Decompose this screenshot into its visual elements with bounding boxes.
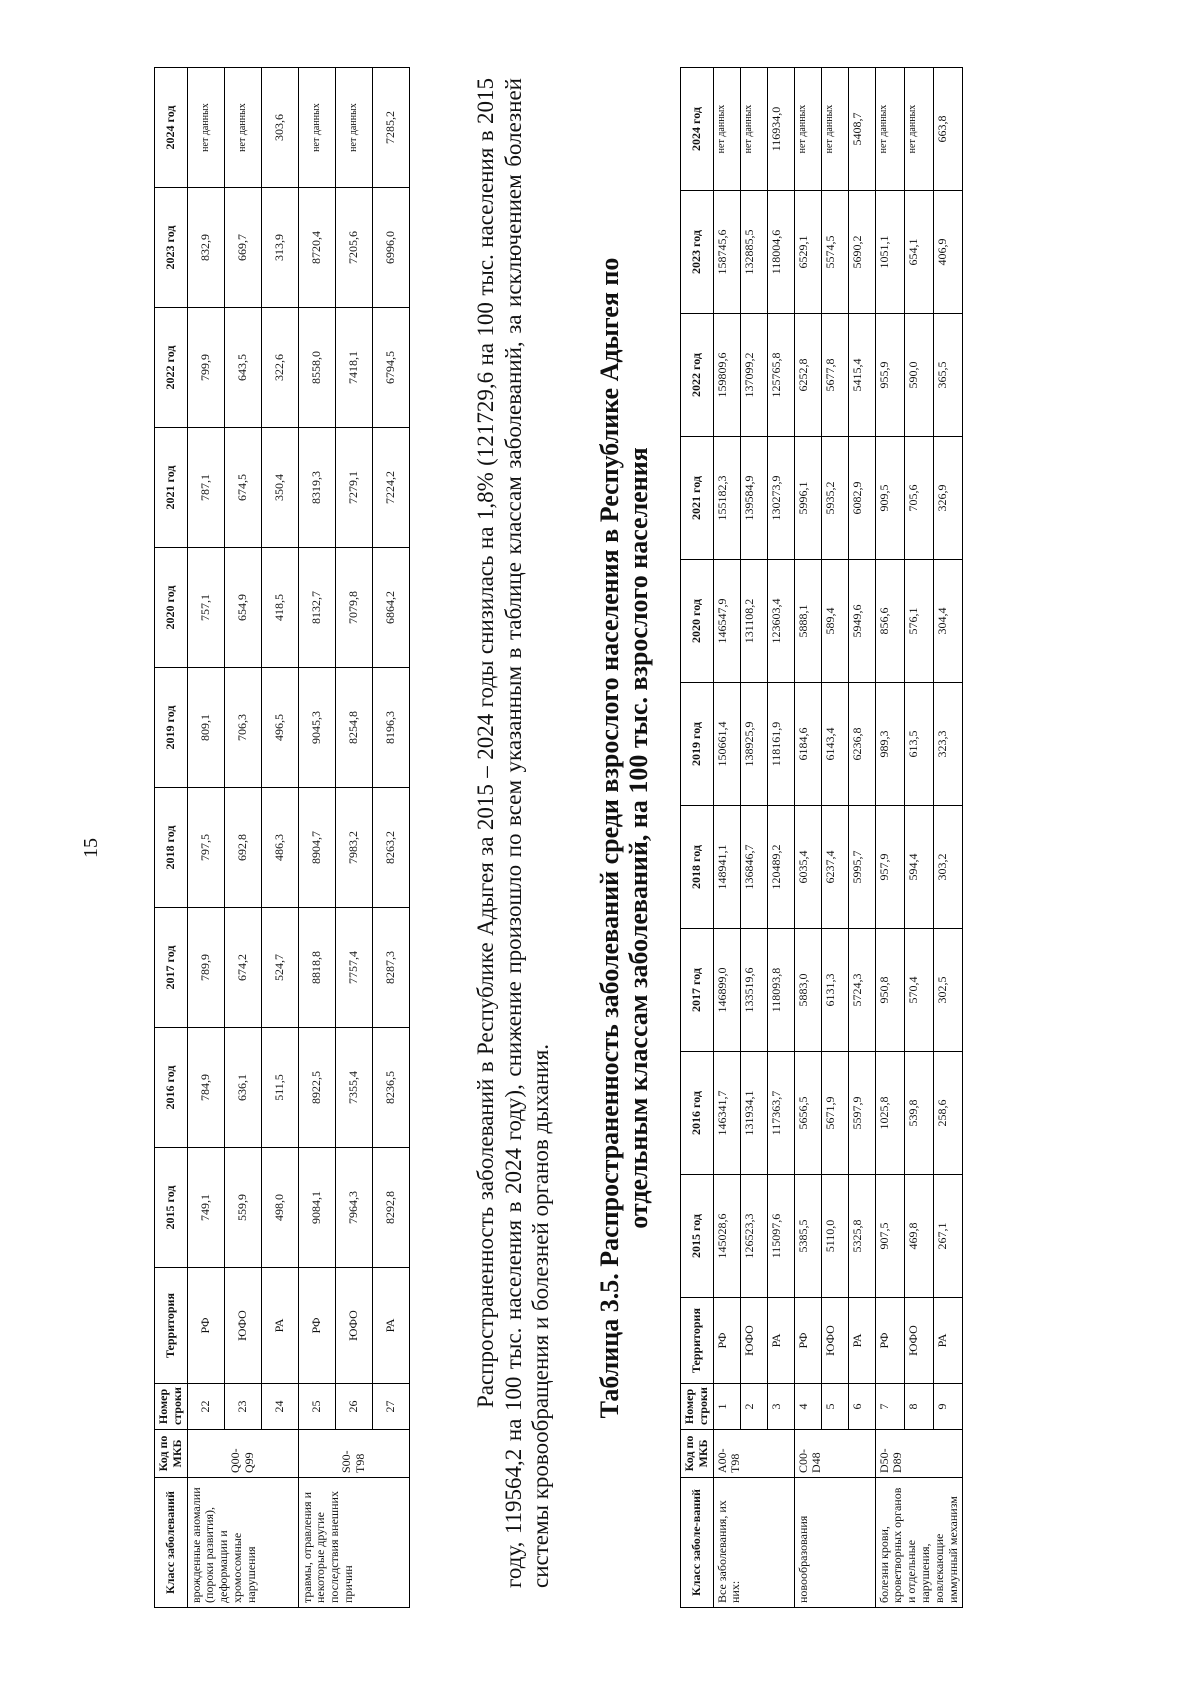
value-cell: 590,0 xyxy=(904,314,933,437)
value-cell: 7205,6 xyxy=(335,188,372,308)
icd-code-cell: S00-T98 xyxy=(298,1430,409,1478)
value-cell: 654,1 xyxy=(904,191,933,314)
table-bottom xyxy=(680,67,963,1608)
value-cell: 8922,5 xyxy=(298,1028,335,1148)
value-cell: 267,1 xyxy=(934,1175,963,1298)
column-header: 2021 год xyxy=(155,428,188,548)
value-cell: 5949,6 xyxy=(848,560,875,683)
column-header: 2024 год xyxy=(155,68,188,188)
value-cell: 258,6 xyxy=(934,1052,963,1175)
value-cell: 8319,3 xyxy=(298,428,335,548)
row-number-cell: 4 xyxy=(794,1384,821,1430)
value-cell: 132885,5 xyxy=(740,191,767,314)
icd-code-cell: C00-D48 xyxy=(794,1430,875,1478)
value-cell: 138925,9 xyxy=(740,683,767,806)
column-header: Территория xyxy=(681,1298,714,1384)
value-cell: 5935,2 xyxy=(821,437,848,560)
territory-cell: ЮФО xyxy=(821,1298,848,1384)
column-header: Класс заболе-ваний xyxy=(681,1478,714,1608)
value-cell: 955,9 xyxy=(875,314,904,437)
value-cell: 125765,8 xyxy=(767,314,794,437)
value-cell: 5996,1 xyxy=(794,437,821,560)
value-cell: 789,9 xyxy=(187,908,224,1028)
value-cell: 148941,1 xyxy=(713,806,740,929)
value-cell: 150661,4 xyxy=(713,683,740,806)
territory-cell: РФ xyxy=(298,1268,335,1384)
value-cell: 5574,5 xyxy=(821,191,848,314)
row-number-cell: 27 xyxy=(372,1384,409,1430)
table-row xyxy=(187,68,224,1608)
value-cell: нет данных xyxy=(335,68,372,188)
value-cell: 158745,6 xyxy=(713,191,740,314)
territory-cell: РА xyxy=(767,1298,794,1384)
value-cell: 155182,3 xyxy=(713,437,740,560)
row-number-cell: 7 xyxy=(875,1384,904,1430)
table-top xyxy=(154,67,410,1608)
row-number-cell: 23 xyxy=(224,1384,261,1430)
value-cell: 146899,0 xyxy=(713,929,740,1052)
value-cell: 131934,1 xyxy=(740,1052,767,1175)
value-cell: 5408,7 xyxy=(848,68,875,191)
value-cell: 757,1 xyxy=(187,548,224,668)
table-row xyxy=(335,68,372,1608)
value-cell: 6252,8 xyxy=(794,314,821,437)
row-number-cell: 24 xyxy=(261,1384,298,1430)
value-cell: 643,5 xyxy=(224,308,261,428)
value-cell: 5995,7 xyxy=(848,806,875,929)
value-cell: 5671,9 xyxy=(821,1052,848,1175)
value-cell: 5110,0 xyxy=(821,1175,848,1298)
value-cell: 989,3 xyxy=(875,683,904,806)
value-cell: 6529,1 xyxy=(794,191,821,314)
value-cell: 469,8 xyxy=(904,1175,933,1298)
value-cell: нет данных xyxy=(821,68,848,191)
value-cell: 126523,3 xyxy=(740,1175,767,1298)
territory-cell: РФ xyxy=(187,1268,224,1384)
value-cell: 304,4 xyxy=(934,560,963,683)
value-cell: 146341,7 xyxy=(713,1052,740,1175)
value-cell: 8196,3 xyxy=(372,668,409,788)
value-cell: 787,1 xyxy=(187,428,224,548)
value-cell: 524,7 xyxy=(261,908,298,1028)
icd-code-cell: A00-T98 xyxy=(713,1430,794,1478)
value-cell: 594,4 xyxy=(904,806,933,929)
value-cell: 950,8 xyxy=(875,929,904,1052)
value-cell: 117363,7 xyxy=(767,1052,794,1175)
value-cell: 496,5 xyxy=(261,668,298,788)
value-cell: 539,8 xyxy=(904,1052,933,1175)
row-number-cell: 3 xyxy=(767,1384,794,1430)
column-header: Код по МКБ xyxy=(681,1430,714,1478)
value-cell: 5325,8 xyxy=(848,1175,875,1298)
column-header: 2015 год xyxy=(681,1175,714,1298)
value-cell: 957,9 xyxy=(875,806,904,929)
column-header: 2020 год xyxy=(155,548,188,668)
column-header: Территория xyxy=(155,1268,188,1384)
value-cell: 303,2 xyxy=(934,806,963,929)
value-cell: 136846,7 xyxy=(740,806,767,929)
value-cell: 6236,8 xyxy=(848,683,875,806)
territory-cell: ЮФО xyxy=(740,1298,767,1384)
value-cell: 120489,2 xyxy=(767,806,794,929)
value-cell: 7279,1 xyxy=(335,428,372,548)
territory-cell: РФ xyxy=(875,1298,904,1384)
disease-class-cell: болезни крови, кроветворных органов и отдельные нарушения, вовлекающие иммунный механизм xyxy=(875,1478,963,1608)
value-cell: 749,1 xyxy=(187,1148,224,1268)
value-cell: 7964,3 xyxy=(335,1148,372,1268)
value-cell: 9084,1 xyxy=(298,1148,335,1268)
value-cell: 5385,5 xyxy=(794,1175,821,1298)
icd-code-cell: D50-D89 xyxy=(875,1430,963,1478)
column-header: 2023 год xyxy=(681,191,714,314)
table-row xyxy=(224,68,261,1608)
page-number: 15 xyxy=(80,838,102,858)
row-number-cell: 6 xyxy=(848,1384,875,1430)
value-cell: 8818,8 xyxy=(298,908,335,1028)
value-cell: 784,9 xyxy=(187,1028,224,1148)
column-header: 2022 год xyxy=(681,314,714,437)
value-cell: 323,3 xyxy=(934,683,963,806)
value-cell: 486,3 xyxy=(261,788,298,908)
row-number-cell: 2 xyxy=(740,1384,767,1430)
value-cell: 146547,9 xyxy=(713,560,740,683)
value-cell: 130273,9 xyxy=(767,437,794,560)
value-cell: 118161,9 xyxy=(767,683,794,806)
value-cell: 7757,4 xyxy=(335,908,372,1028)
value-cell: 7418,1 xyxy=(335,308,372,428)
column-header: 2017 год xyxy=(155,908,188,1028)
value-cell: 7224,2 xyxy=(372,428,409,548)
value-cell: нет данных xyxy=(224,68,261,188)
value-cell: 663,8 xyxy=(934,68,963,191)
row-number-cell: 26 xyxy=(335,1384,372,1430)
value-cell: 5724,3 xyxy=(848,929,875,1052)
column-header: 2022 год xyxy=(155,308,188,428)
table-top-header xyxy=(155,68,188,1608)
value-cell: нет данных xyxy=(904,68,933,191)
table-row xyxy=(848,68,875,1608)
value-cell: 669,7 xyxy=(224,188,261,308)
value-cell: нет данных xyxy=(298,68,335,188)
table-row xyxy=(904,68,933,1608)
value-cell: 118004,6 xyxy=(767,191,794,314)
value-cell: 5415,4 xyxy=(848,314,875,437)
value-cell: 797,5 xyxy=(187,788,224,908)
value-cell: 498,0 xyxy=(261,1148,298,1268)
value-cell: 6794,5 xyxy=(372,308,409,428)
value-cell: 809,1 xyxy=(187,668,224,788)
territory-cell: РА xyxy=(261,1268,298,1384)
value-cell: 7285,2 xyxy=(372,68,409,188)
table-row xyxy=(767,68,794,1608)
value-cell: 8254,8 xyxy=(335,668,372,788)
value-cell: 570,4 xyxy=(904,929,933,1052)
territory-cell: РФ xyxy=(713,1298,740,1384)
value-cell: 8263,2 xyxy=(372,788,409,908)
value-cell: 589,4 xyxy=(821,560,848,683)
table-title xyxy=(596,68,653,1608)
value-cell: 674,2 xyxy=(224,908,261,1028)
value-cell: 559,9 xyxy=(224,1148,261,1268)
column-header: 2018 год xyxy=(155,788,188,908)
disease-class-cell: врожденные аномалии (пороки развития), деформации и хромосомные нарушения xyxy=(187,1478,298,1608)
table-row xyxy=(794,68,821,1608)
value-cell: 6082,9 xyxy=(848,437,875,560)
value-cell: 115097,6 xyxy=(767,1175,794,1298)
table-row xyxy=(261,68,298,1608)
value-cell: 5883,0 xyxy=(794,929,821,1052)
table-row xyxy=(740,68,767,1608)
rotated-page xyxy=(60,28,1140,1668)
value-cell: 8904,7 xyxy=(298,788,335,908)
row-number-cell: 8 xyxy=(904,1384,933,1430)
value-cell: 133519,6 xyxy=(740,929,767,1052)
table-title-line-2: отдельным классам заболеваний, на 100 тыс. взрослого населения xyxy=(623,447,653,1229)
value-cell: 302,5 xyxy=(934,929,963,1052)
column-header: Класс заболеваний xyxy=(155,1478,188,1608)
row-number-cell: 1 xyxy=(713,1384,740,1430)
territory-cell: РФ xyxy=(794,1298,821,1384)
value-cell: 7355,4 xyxy=(335,1028,372,1148)
row-number-cell: 25 xyxy=(298,1384,335,1430)
value-cell: 7983,2 xyxy=(335,788,372,908)
value-cell: 8236,5 xyxy=(372,1028,409,1148)
value-cell: нет данных xyxy=(713,68,740,191)
row-number-cell: 22 xyxy=(187,1384,224,1430)
value-cell: 322,6 xyxy=(261,308,298,428)
value-cell: 313,9 xyxy=(261,188,298,308)
value-cell: 8292,8 xyxy=(372,1148,409,1268)
value-cell: 8558,0 xyxy=(298,308,335,428)
value-cell: 6996,0 xyxy=(372,188,409,308)
value-cell: 365,5 xyxy=(934,314,963,437)
value-cell: 909,5 xyxy=(875,437,904,560)
value-cell: 116934,0 xyxy=(767,68,794,191)
value-cell: 139584,9 xyxy=(740,437,767,560)
value-cell: 6131,3 xyxy=(821,929,848,1052)
table-row xyxy=(372,68,409,1608)
table-row xyxy=(875,68,904,1608)
value-cell: 705,6 xyxy=(904,437,933,560)
value-cell: 692,8 xyxy=(224,788,261,908)
value-cell: 123603,4 xyxy=(767,560,794,683)
value-cell: 418,5 xyxy=(261,548,298,668)
territory-cell: ЮФО xyxy=(904,1298,933,1384)
territory-cell: РА xyxy=(848,1298,875,1384)
value-cell: 5677,8 xyxy=(821,314,848,437)
value-cell: 907,5 xyxy=(875,1175,904,1298)
table-bottom-header xyxy=(681,68,714,1608)
disease-class-cell: Все заболевания, их них: xyxy=(713,1478,794,1608)
disease-class-cell: новообразования xyxy=(794,1478,875,1608)
column-header: 2020 год xyxy=(681,560,714,683)
value-cell: 118093,8 xyxy=(767,929,794,1052)
value-cell: 1025,8 xyxy=(875,1052,904,1175)
value-cell: нет данных xyxy=(875,68,904,191)
value-cell: 636,1 xyxy=(224,1028,261,1148)
disease-class-cell: травмы, отравления и некоторые другие последствия внешних причин xyxy=(298,1478,409,1608)
value-cell: нет данных xyxy=(740,68,767,191)
value-cell: 674,5 xyxy=(224,428,261,548)
territory-cell: РА xyxy=(934,1298,963,1384)
value-cell: 137099,2 xyxy=(740,314,767,437)
value-cell: 5656,5 xyxy=(794,1052,821,1175)
column-header: 2018 год xyxy=(681,806,714,929)
value-cell: 832,9 xyxy=(187,188,224,308)
value-cell: 9045,3 xyxy=(298,668,335,788)
value-cell: 159809,6 xyxy=(713,314,740,437)
value-cell: 6035,4 xyxy=(794,806,821,929)
value-cell: нет данных xyxy=(187,68,224,188)
table-row xyxy=(934,68,963,1608)
value-cell: 8287,3 xyxy=(372,908,409,1028)
value-cell: 5888,1 xyxy=(794,560,821,683)
value-cell: 1051,1 xyxy=(875,191,904,314)
value-cell: 145028,6 xyxy=(713,1175,740,1298)
value-cell: 706,3 xyxy=(224,668,261,788)
value-cell: 131108,2 xyxy=(740,560,767,683)
value-cell: 326,9 xyxy=(934,437,963,560)
column-header: 2015 год xyxy=(155,1148,188,1268)
table-row xyxy=(713,68,740,1608)
value-cell: 6143,4 xyxy=(821,683,848,806)
value-cell: 8720,4 xyxy=(298,188,335,308)
value-cell: 7079,8 xyxy=(335,548,372,668)
value-cell: 511,5 xyxy=(261,1028,298,1148)
column-header: 2019 год xyxy=(155,668,188,788)
value-cell: 856,6 xyxy=(875,560,904,683)
column-header: 2024 год xyxy=(681,68,714,191)
value-cell: 576,1 xyxy=(904,560,933,683)
column-header: Код по МКБ xyxy=(155,1430,188,1478)
value-cell: 654,9 xyxy=(224,548,261,668)
table-title-line-1: Таблица 3.5. Распространенность заболеваний среди взрослого населения в Республике Адыгея по xyxy=(595,257,624,1419)
value-cell: нет данных xyxy=(794,68,821,191)
row-number-cell: 9 xyxy=(934,1384,963,1430)
territory-cell: РА xyxy=(372,1268,409,1384)
column-header: 2017 год xyxy=(681,929,714,1052)
value-cell: 303,6 xyxy=(261,68,298,188)
value-cell: 799,9 xyxy=(187,308,224,428)
row-number-cell: 5 xyxy=(821,1384,848,1430)
body-paragraph: Распространенность заболеваний в Республике Адыгея за 2015 – 2024 годы снизилась на 1,8% (121729,6 на 100 тыс. населения в 2015 году, 119564,2 на 100 тыс. населения в 2024 году), снижение произошло по всем указанным в таблице классам заболеваний, за исключением болезней системы кровообращения и болезней органов дыхания. xyxy=(473,78,554,1588)
value-cell: 406,9 xyxy=(934,191,963,314)
value-cell: 8132,7 xyxy=(298,548,335,668)
table-row xyxy=(821,68,848,1608)
column-header: 2021 год xyxy=(681,437,714,560)
column-header: 2016 год xyxy=(681,1052,714,1175)
territory-cell: ЮФО xyxy=(224,1268,261,1384)
value-cell: 350,4 xyxy=(261,428,298,548)
territory-cell: ЮФО xyxy=(335,1268,372,1384)
column-header: 2016 год xyxy=(155,1028,188,1148)
value-cell: 5597,9 xyxy=(848,1052,875,1175)
column-header: 2023 год xyxy=(155,188,188,308)
value-cell: 6184,6 xyxy=(794,683,821,806)
value-cell: 613,5 xyxy=(904,683,933,806)
column-header: 2019 год xyxy=(681,683,714,806)
value-cell: 5690,2 xyxy=(848,191,875,314)
icd-code-cell: Q00-Q99 xyxy=(187,1430,298,1478)
column-header: Номер строки xyxy=(681,1384,714,1430)
column-header: Номер строки xyxy=(155,1384,188,1430)
table-row xyxy=(298,68,335,1608)
value-cell: 6237,4 xyxy=(821,806,848,929)
value-cell: 6864,2 xyxy=(372,548,409,668)
